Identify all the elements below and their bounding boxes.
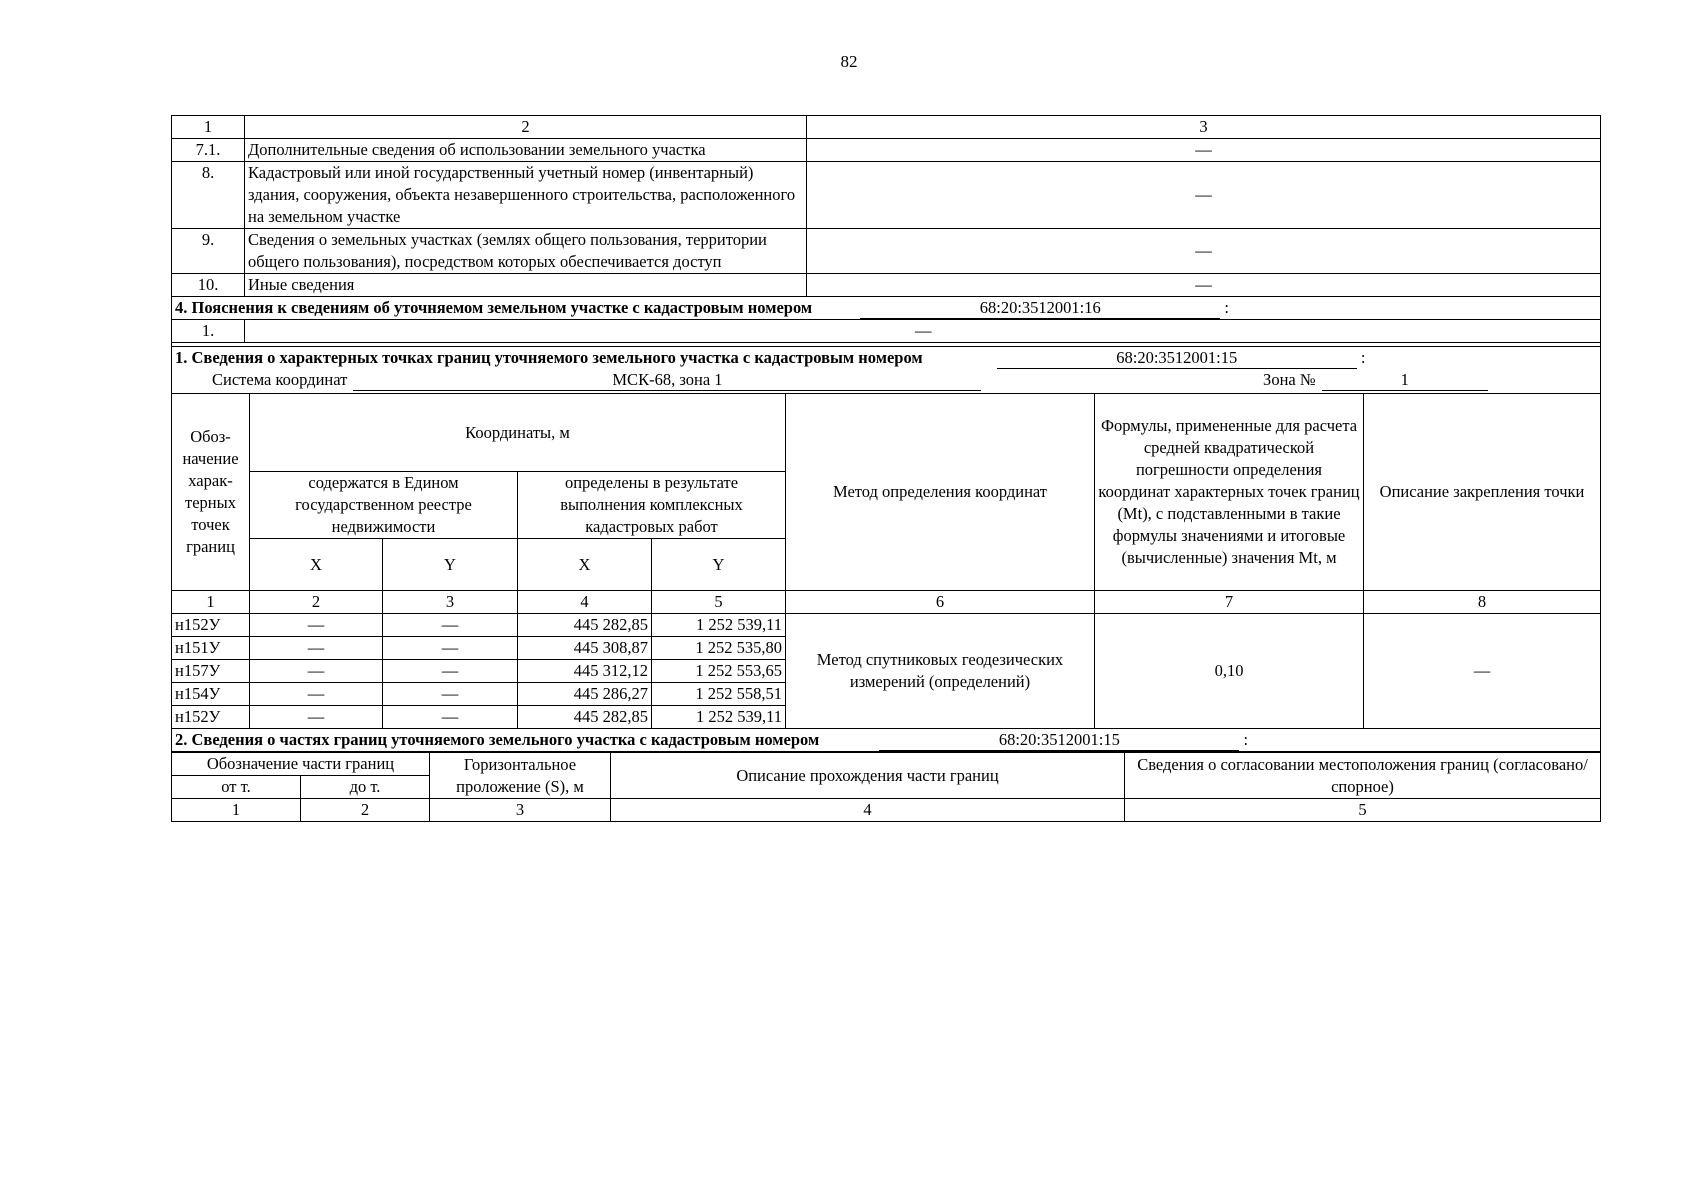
header-passage: Описание прохождения части границ bbox=[611, 753, 1125, 799]
header-method: Метод определения координат bbox=[786, 394, 1095, 591]
table-row: 8. Кадастровый или иной государственный учетный номер (инвентарный) здания, сооружения, объекта незавершенного строительства, расположенного на земельном участке — bbox=[172, 162, 1601, 229]
header-description: Описание закрепления точки bbox=[1364, 394, 1601, 591]
header-egrn: содержатся в Едином государственном реестре недвижимости bbox=[250, 472, 518, 539]
table-row: н154У — — 445 286,27 1 252 558,51 bbox=[172, 683, 1601, 706]
coord-system-row: Система координат МСК-68, зона 1 Зона № 1 bbox=[172, 369, 1601, 394]
description-value: — bbox=[1364, 614, 1601, 729]
document-body bbox=[171, 115, 1601, 822]
section1-title: 1. Сведения о характерных точках границ уточняемого земельного участка с кадастровым номером bbox=[175, 348, 923, 367]
header-formulas: Формулы, примененные для расчета средней квадратической погрешности определения координат характерных точек границ (Mt), с подставленными в такие формулы значениями и итоговые (вычисленные) значения Mt, м bbox=[1095, 394, 1364, 591]
header-to: до т. bbox=[301, 776, 430, 799]
header-kkr: определены в результате выполнения комплексных кадастровых работ bbox=[518, 472, 786, 539]
header-coordinates: Координаты, м bbox=[250, 394, 786, 472]
table-row: 10. Иные сведения — bbox=[172, 274, 1601, 297]
parts-table bbox=[171, 752, 1601, 822]
column-numbers-row: 1 2 3 4 5 bbox=[172, 799, 1601, 822]
column-numbers-row: 1 2 3 4 5 6 7 8 bbox=[172, 591, 1601, 614]
header-horizontal: Горизонтальное проложение (S), м bbox=[430, 753, 611, 799]
header-designation: Обоз- начение харак- терных точек границ bbox=[172, 394, 250, 591]
info-table-header: 1 2 3 bbox=[172, 116, 1601, 139]
points-table: 1. Сведения о характерных точках границ уточняемого земельного участка с кадастровым номером 68:20:3512001:15 : Система координат МСК-68, зона 1 Зона № 1 Обоз- начение харак- терных точек границ Координаты, м Метод определения координат Формулы, примененные для расчета средней квадратической погрешности определения координат характерных точек границ (Mt), с подставленными в такие формулы значениями и итоговые (вычисленные) значения Mt, м Описание закрепления точки содержатся в Едином государственном реестре недвижимости определены в результате выполнения комплексных кадастровых работ X Y X Y 1 2 3 4 5 6 7 8 н152У — — 445 282,85 1 252 539,11 Метод спутниковых геодезических измерений (определений) 0,10 — н151У — — 445 308,87 1 252 535,80 н157У — — 445 312,12 1 252 553,65 н154У — — 445 286,27 1 252 558,51 н152У — — 445 282,85 1 252 539,11 2. Сведения о частях границ уточняемого земельного участка с кадастровым номером 68:20:3512001:15 : bbox=[171, 346, 1601, 752]
section1-title-row: 1. Сведения о характерных точках границ уточняемого земельного участка с кадастровым номером 68:20:3512001:15 : bbox=[172, 347, 1601, 370]
info-table bbox=[171, 115, 1601, 343]
section2-cadastral: 68:20:3512001:15 bbox=[879, 730, 1239, 751]
section4-title: 4. Пояснения к сведениям об уточняемом земельном участке с кадастровым номером bbox=[175, 298, 813, 317]
table-row: н152У — — 445 282,85 1 252 539,11 Метод спутниковых геодезических измерений (определений) 0,10 — bbox=[172, 614, 1601, 637]
zone-value: 1 bbox=[1322, 370, 1488, 391]
header-from: от т. bbox=[172, 776, 301, 799]
header-part-designation: Обозначение части границ bbox=[172, 753, 430, 776]
section4-cadastral: 68:20:3512001:16 bbox=[860, 298, 1220, 319]
section2-title: 2. Сведения о частях границ уточняемого земельного участка с кадастровым номером bbox=[175, 730, 820, 749]
table-row: 9. Сведения о земельных участках (землях общего пользования, территории общего пользования), посредством которых обеспечивается доступ — bbox=[172, 229, 1601, 274]
table-row: 7.1. Дополнительные сведения об использовании земельного участка — bbox=[172, 139, 1601, 162]
table-row: 1. — bbox=[172, 320, 1601, 343]
table-row: н152У — — 445 282,85 1 252 539,11 bbox=[172, 706, 1601, 729]
section4-title-row: 4. Пояснения к сведениям об уточняемом земельном участке с кадастровым номером 68:20:3512001:16 : bbox=[172, 297, 1601, 320]
section2-title-row: 2. Сведения о частях границ уточняемого земельного участка с кадастровым номером 68:20:3512001:15 : bbox=[172, 729, 1601, 752]
table-row: н151У — — 445 308,87 1 252 535,80 bbox=[172, 637, 1601, 660]
page-number: 82 bbox=[840, 52, 858, 71]
mt-value: 0,10 bbox=[1095, 614, 1364, 729]
section1-cadastral: 68:20:3512001:15 bbox=[997, 348, 1357, 369]
header-agreement: Сведения о согласовании местоположения границ (согласовано/спорное) bbox=[1125, 753, 1601, 799]
coord-system-value: МСК-68, зона 1 bbox=[353, 370, 981, 391]
table-row: н157У — — 445 312,12 1 252 553,65 bbox=[172, 660, 1601, 683]
method-value: Метод спутниковых геодезических измерений (определений) bbox=[786, 614, 1095, 729]
